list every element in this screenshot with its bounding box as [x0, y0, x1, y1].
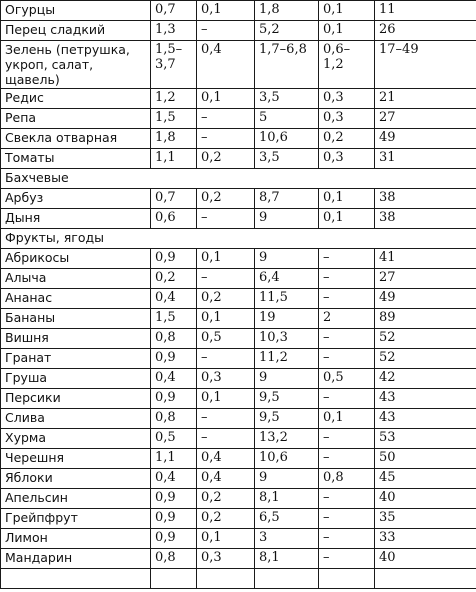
value-cell: –: [319, 489, 375, 509]
value-cell: 0,4: [151, 289, 197, 309]
value-cell: [375, 569, 476, 589]
table-row: [1, 549, 476, 569]
table-row: [1, 349, 476, 369]
value-cell: 53: [375, 429, 476, 449]
product-name-cell: Черешня: [1, 449, 151, 469]
value-cell: 0,8: [151, 329, 197, 349]
value-cell: 0,2: [319, 129, 375, 149]
value-cell: 0,1: [319, 21, 375, 41]
table-row: [1, 469, 476, 489]
section-heading: Бахчевые: [1, 169, 476, 189]
product-name-cell: Яблоки: [1, 469, 151, 489]
value-cell: 0,1: [319, 209, 375, 229]
product-name-cell: Дыня: [1, 209, 151, 229]
value-cell: 0,4: [151, 469, 197, 489]
value-cell: 3: [255, 529, 319, 549]
value-cell: 49: [375, 289, 476, 309]
value-cell: –: [197, 349, 255, 369]
value-cell: 19: [255, 309, 319, 329]
table-row: [1, 1, 476, 21]
value-cell: 0,1: [197, 529, 255, 549]
product-name-cell: Бананы: [1, 309, 151, 329]
table-row: [1, 329, 476, 349]
value-cell: 3,5: [255, 89, 319, 109]
value-cell: –: [197, 109, 255, 129]
product-name-cell: Апельсин: [1, 489, 151, 509]
value-cell: –: [319, 249, 375, 269]
value-cell: 0,5: [197, 329, 255, 349]
product-name-cell: Грейпфрут: [1, 509, 151, 529]
value-cell: 42: [375, 369, 476, 389]
value-cell: [319, 569, 375, 589]
value-cell: 10,3: [255, 329, 319, 349]
product-name-cell: Персики: [1, 389, 151, 409]
value-cell: 6,4: [255, 269, 319, 289]
product-name-cell: Груша: [1, 369, 151, 389]
value-cell: 0,4: [197, 469, 255, 489]
table-row: [1, 109, 476, 129]
value-cell: –: [319, 289, 375, 309]
table-row: [1, 529, 476, 549]
value-cell: 0,1: [197, 1, 255, 21]
value-cell: –: [197, 209, 255, 229]
value-cell: 13,2: [255, 429, 319, 449]
value-cell: –: [319, 269, 375, 289]
value-cell: 40: [375, 549, 476, 569]
table-row: [1, 489, 476, 509]
value-cell: 43: [375, 409, 476, 429]
value-cell: 11,2: [255, 349, 319, 369]
table-row: [1, 21, 476, 41]
value-cell: [151, 569, 197, 589]
value-cell: 0,1: [319, 189, 375, 209]
product-name-cell: [1, 569, 151, 589]
value-cell: 21: [375, 89, 476, 109]
table-row: [1, 449, 476, 469]
product-name-cell: Лимон: [1, 529, 151, 549]
value-cell: 0,1: [319, 1, 375, 21]
value-cell: 41: [375, 249, 476, 269]
product-name-cell: Арбуз: [1, 189, 151, 209]
value-cell: –: [197, 429, 255, 449]
value-cell: 0,1: [197, 249, 255, 269]
value-cell: 0,9: [151, 249, 197, 269]
value-cell: 5,2: [255, 21, 319, 41]
value-cell: 1,7–6,8: [255, 41, 319, 89]
product-name-cell: Гранат: [1, 349, 151, 369]
value-cell: 0,2: [197, 189, 255, 209]
value-cell: 9: [255, 209, 319, 229]
value-cell: 45: [375, 469, 476, 489]
value-cell: 8,1: [255, 489, 319, 509]
value-cell: –: [319, 529, 375, 549]
product-name-cell: Ананас: [1, 289, 151, 309]
value-cell: 3,5: [255, 149, 319, 169]
table-row: [1, 309, 476, 329]
section-row: [1, 229, 476, 249]
value-cell: 1,1: [151, 449, 197, 469]
value-cell: –: [319, 429, 375, 449]
value-cell: –: [197, 129, 255, 149]
value-cell: 6,5: [255, 509, 319, 529]
table-row: [1, 269, 476, 289]
value-cell: 5: [255, 109, 319, 129]
section-row: [1, 169, 476, 189]
value-cell: 0,8: [319, 469, 375, 489]
value-cell: 1,5: [151, 109, 197, 129]
value-cell: 1,5: [151, 309, 197, 329]
value-cell: 0,1: [197, 89, 255, 109]
table-row: [1, 369, 476, 389]
table-row: [1, 509, 476, 529]
value-cell: 0,9: [151, 529, 197, 549]
value-cell: 0,8: [151, 409, 197, 429]
value-cell: 10,6: [255, 129, 319, 149]
table-body: [1, 1, 476, 589]
value-cell: 0,2: [151, 269, 197, 289]
product-name-cell: Перец сладкий: [1, 21, 151, 41]
value-cell: 27: [375, 269, 476, 289]
value-cell: 27: [375, 109, 476, 129]
value-cell: –: [319, 349, 375, 369]
product-name-cell: Зелень (петрушка, укроп, салат, щавель): [1, 41, 151, 89]
table-row: [1, 389, 476, 409]
product-name-cell: Томаты: [1, 149, 151, 169]
value-cell: 0,7: [151, 189, 197, 209]
table-row: [1, 409, 476, 429]
value-cell: 11: [375, 1, 476, 21]
value-cell: 0,1: [197, 389, 255, 409]
value-cell: 17–49: [375, 41, 476, 89]
value-cell: 0,3: [197, 549, 255, 569]
value-cell: [197, 569, 255, 589]
value-cell: 0,2: [197, 509, 255, 529]
value-cell: 0,1: [197, 309, 255, 329]
product-name-cell: Алыча: [1, 269, 151, 289]
table-row: [1, 429, 476, 449]
value-cell: 38: [375, 209, 476, 229]
value-cell: 26: [375, 21, 476, 41]
value-cell: 31: [375, 149, 476, 169]
value-cell: 0,4: [197, 41, 255, 89]
product-name-cell: Слива: [1, 409, 151, 429]
table-row: [1, 569, 476, 589]
value-cell: 0,4: [151, 369, 197, 389]
value-cell: 0,5: [319, 369, 375, 389]
value-cell: 0,5: [151, 429, 197, 449]
value-cell: 1,2: [151, 89, 197, 109]
value-cell: 8,1: [255, 549, 319, 569]
value-cell: 0,9: [151, 509, 197, 529]
table-row: [1, 189, 476, 209]
value-cell: 9: [255, 369, 319, 389]
value-cell: 0,6–1,2: [319, 41, 375, 89]
value-cell: –: [319, 549, 375, 569]
value-cell: 49: [375, 129, 476, 149]
value-cell: –: [319, 449, 375, 469]
value-cell: 0,3: [319, 149, 375, 169]
value-cell: 89: [375, 309, 476, 329]
value-cell: 0,2: [197, 149, 255, 169]
value-cell: 38: [375, 189, 476, 209]
product-name-cell: Вишня: [1, 329, 151, 349]
value-cell: 1,3: [151, 21, 197, 41]
value-cell: 0,9: [151, 349, 197, 369]
value-cell: 8,7: [255, 189, 319, 209]
value-cell: 40: [375, 489, 476, 509]
product-name-cell: Мандарин: [1, 549, 151, 569]
value-cell: –: [197, 269, 255, 289]
value-cell: 1,8: [151, 129, 197, 149]
section-heading: Фрукты, ягоды: [1, 229, 476, 249]
table-row: [1, 149, 476, 169]
product-name-cell: Репа: [1, 109, 151, 129]
value-cell: 10,6: [255, 449, 319, 469]
value-cell: 0,4: [197, 449, 255, 469]
value-cell: –: [197, 409, 255, 429]
value-cell: 52: [375, 329, 476, 349]
product-name-cell: Огурцы: [1, 1, 151, 21]
product-name-cell: Абрикосы: [1, 249, 151, 269]
table-row: [1, 289, 476, 309]
value-cell: 0,6: [151, 209, 197, 229]
value-cell: –: [197, 21, 255, 41]
value-cell: 0,2: [197, 489, 255, 509]
value-cell: 0,3: [319, 89, 375, 109]
table-row: [1, 249, 476, 269]
value-cell: 9: [255, 469, 319, 489]
table-row: [1, 129, 476, 149]
value-cell: 43: [375, 389, 476, 409]
value-cell: 1,5–3,7: [151, 41, 197, 89]
value-cell: 0,2: [197, 289, 255, 309]
product-name-cell: Редис: [1, 89, 151, 109]
value-cell: 0,3: [319, 109, 375, 129]
table-row: [1, 209, 476, 229]
value-cell: 0,8: [151, 549, 197, 569]
value-cell: 2: [319, 309, 375, 329]
value-cell: 9: [255, 249, 319, 269]
product-name-cell: Свекла отварная: [1, 129, 151, 149]
value-cell: –: [319, 509, 375, 529]
value-cell: 9,5: [255, 389, 319, 409]
value-cell: 0,1: [319, 409, 375, 429]
value-cell: [255, 569, 319, 589]
value-cell: –: [319, 329, 375, 349]
value-cell: 33: [375, 529, 476, 549]
table-row: [1, 41, 476, 89]
value-cell: 0,9: [151, 489, 197, 509]
value-cell: 0,3: [197, 369, 255, 389]
value-cell: 1,1: [151, 149, 197, 169]
table-row: [1, 89, 476, 109]
value-cell: 9,5: [255, 409, 319, 429]
value-cell: 1,8: [255, 1, 319, 21]
value-cell: –: [319, 389, 375, 409]
value-cell: 50: [375, 449, 476, 469]
value-cell: 11,5: [255, 289, 319, 309]
value-cell: 0,7: [151, 1, 197, 21]
value-cell: 52: [375, 349, 476, 369]
value-cell: 35: [375, 509, 476, 529]
value-cell: 0,9: [151, 389, 197, 409]
product-name-cell: Хурма: [1, 429, 151, 449]
